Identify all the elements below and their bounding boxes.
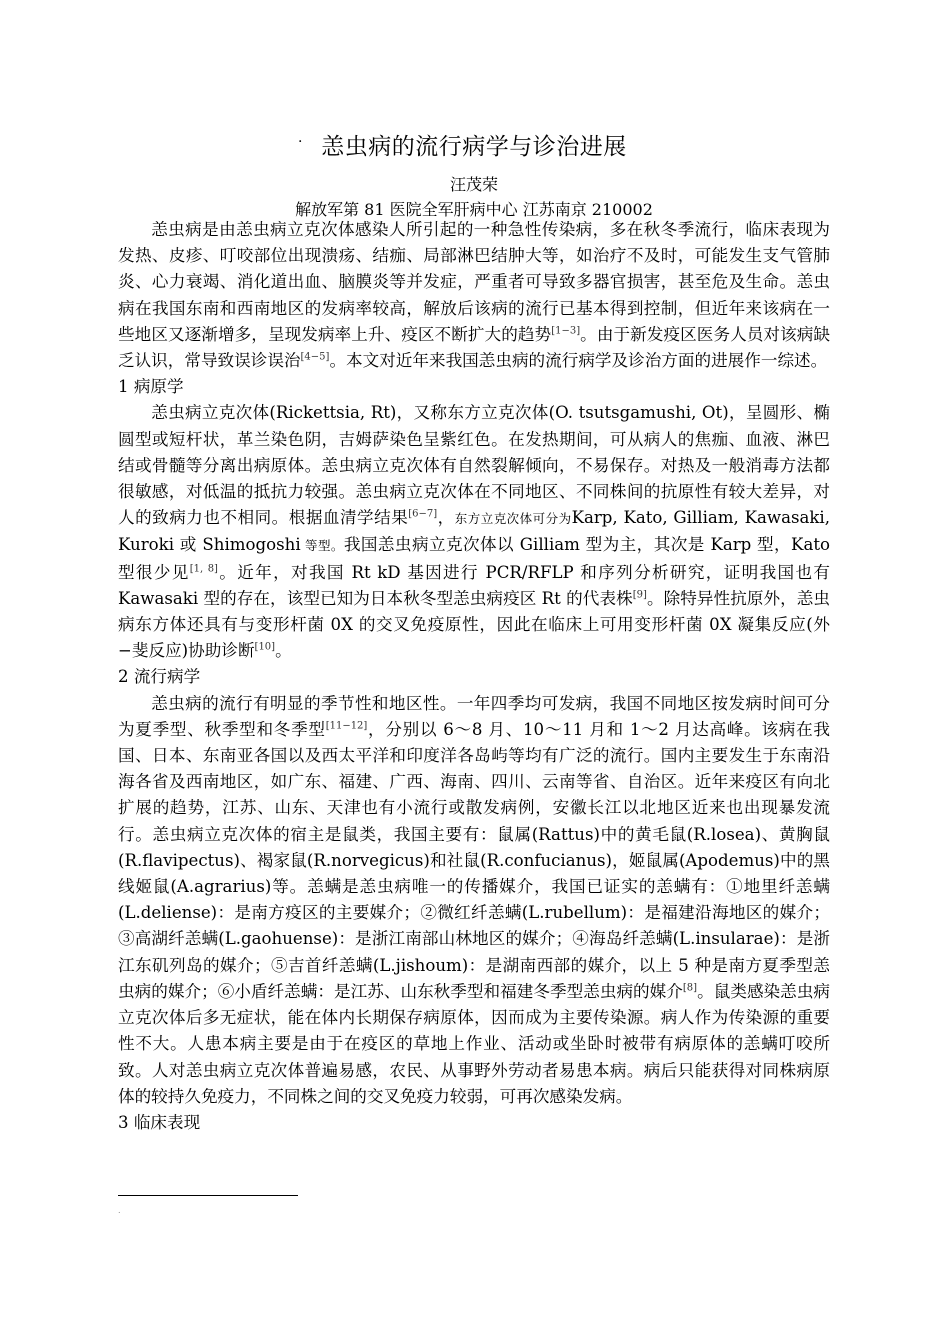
title-marker: · bbox=[298, 134, 303, 150]
citation: [11−12] bbox=[325, 720, 368, 732]
text-run: 恙虫病立克次体(Rickettsia, Rt)，又称东方立克次体(O. tsutsgamushi, Ot)，呈圆形、椭圆型或短杆状，革兰染色阴，吉姆萨染色呈紫红色。在发热期间，可从病人的焦痂、血液、淋巴结或骨髓等分离出病原体。恙虫病立克次体有自然裂解倾向，不易保存。对热及一般消毒方法都很敏感，对低温的抵抗力较强。恙虫病立克次体在不同地区、不同株间的抗原性有较大差异，对人的致病力也不相同。根据血清学结果 bbox=[118, 403, 830, 528]
text-run: 恙虫病是由恙虫病立克次体感染人所引起的一种急性传染病，多在秋冬季流行，临床表现为发热、皮疹、叮咬部位出现溃疡、结痂、局部淋巴结肿大等，如治疗不及时，可能发生支气管肺炎、心力衰竭、消化道出血、脑膜炎等并发症，严重者可导致多器官损害，甚至危及生命。恙虫病在我国东南和西南地区的发病率较高，解放后该病的流行已基本得到控制，但近年来该病在一些地区又逐渐增多，呈现发病率上升、疫区不断扩大的趋势 bbox=[118, 220, 830, 344]
text-run: 等型。 bbox=[300, 538, 344, 554]
text-run: ，分别以 6～8 月、10～11 月和 1～2 月达高峰。该病在我国、日本、东南亚各国以及西太平洋和印度洋各岛屿等均有广泛的流行。国内主要发生于东南沿海各省及西南地区，如广东、福建、广西、海南、四川、云南等省、自治区。近年来疫区有向北扩展的趋势，江苏、山东、天津也有小流行或散发病例，安徽长江以北地区近来也出现暴发流行。恙虫病立克次体的宿主是鼠类，我国主要有：鼠属(Rattus)中的黄毛鼠(R.losea)、黄胸鼠(R.flavipectus)、褐家鼠(R.norvegicus)和社鼠(R.confucianus)，姬鼠属(Apodemus)中的黑线姬鼠(A.agrarius)等。恙螨是恙虫病唯一的传播媒介，我国已证实的恙螨有：①地里纤恙螨(L.deliense)：是南方疫区的主要媒介；②微红纤恙螨(L.rubellum)：是福建沿海地区的媒介；③高湖纤恙螨(L.gaohuense)：是浙江南部山林地区的媒介；④海岛纤恙螨(L.insularae)：是浙江东矶列岛的媒介；⑤吉首纤恙螨(L.jishoum)：是湖南西部的媒介，以上 5 种是南方夏季型恙虫病的媒介；⑥小盾纤恙螨：是江苏、山东秋季型和福建冬季型恙虫病的媒介 bbox=[118, 719, 830, 1001]
text-run: 。本文对近年来我国恙虫病的流行病学及诊治方面的进展作一综述。 bbox=[329, 351, 828, 371]
text-run: 我国恙虫病立克次体以 Gilliam 型为主，其次是 Karp 型，Kato 型很少见 bbox=[118, 535, 831, 582]
text-run: 。除特异性抗原外，恙虫病东方体还具有与变形杆菌 0X 的交叉免疫原性，因此在临床上可用变形杆菌 0X 凝集反应(外−斐反应)协助诊断 bbox=[118, 588, 830, 661]
etiology-paragraph bbox=[118, 400, 830, 664]
intro-paragraph bbox=[118, 217, 830, 374]
text-run: 。近年，对我国 Rt kD 基因进行 PCR/RFLP 和序列分析研究，证明我国也有 Kawasaki 型的存在，该型已知为日本秋冬型恙虫病疫区 Rt 的代表株 bbox=[118, 562, 830, 608]
text-run: Karp, Kato, Gilliam, Kawasaki, Kuroki 或 Shimogoshi bbox=[118, 508, 831, 555]
epidemiology-paragraph bbox=[118, 691, 830, 1110]
citation: [1−3] bbox=[551, 325, 581, 337]
section-heading-epidemiology: 2 流行病学 bbox=[118, 667, 201, 687]
citation: [9] bbox=[632, 589, 647, 601]
section-heading-clinical: 3 临床表现 bbox=[118, 1112, 201, 1132]
text-run: 。 bbox=[275, 641, 292, 661]
citation: [1, 8] bbox=[189, 563, 218, 575]
citation: [10] bbox=[254, 641, 276, 653]
footer-marker: . bbox=[118, 1206, 121, 1215]
author: 汪茂荣 bbox=[449, 175, 498, 194]
citation: [4−5] bbox=[300, 351, 330, 363]
affiliation: 解放军第 81 医院全军肝病中心 江苏南京 210002 bbox=[295, 200, 653, 219]
citation: [8] bbox=[682, 982, 698, 994]
page-title: 恙虫病的流行病学与诊治进展 bbox=[321, 134, 627, 160]
text-run: 。鼠类感染恙虫病立克次体后多无症状，能在体内长期保存病原体，因而成为主要传染源。病人作为传染源的重要性不大。人患本病主要是由于在疫区的草地上作业、活动或坐卧时被带有病原体的恙螨叮咬所致。人对恙虫病立克次体普遍易感，农民、从事野外劳动者易患本病。病后只能获得对同株病原体的较持久免疫力，不同株之间的交叉免疫力较弱，可再次感染发病。 bbox=[118, 981, 830, 1106]
footnote-divider bbox=[118, 1195, 298, 1196]
text-run: 。由于新发疫区医务人员对该病缺乏认识，常导致误诊误治 bbox=[118, 324, 831, 371]
article-body bbox=[118, 217, 830, 1136]
text-run: ， bbox=[437, 508, 455, 528]
text-run: 东方立克次体可分为 bbox=[454, 511, 572, 527]
text-run: 恙虫病的流行有明显的季节性和地区性。一年四季均可发病，我国不同地区按发病时间可分为夏季型、秋季型和冬季型 bbox=[118, 693, 830, 739]
section-heading-etiology: 1 病原学 bbox=[118, 377, 184, 397]
citation: [6−7] bbox=[408, 508, 438, 520]
title-row bbox=[118, 128, 830, 161]
